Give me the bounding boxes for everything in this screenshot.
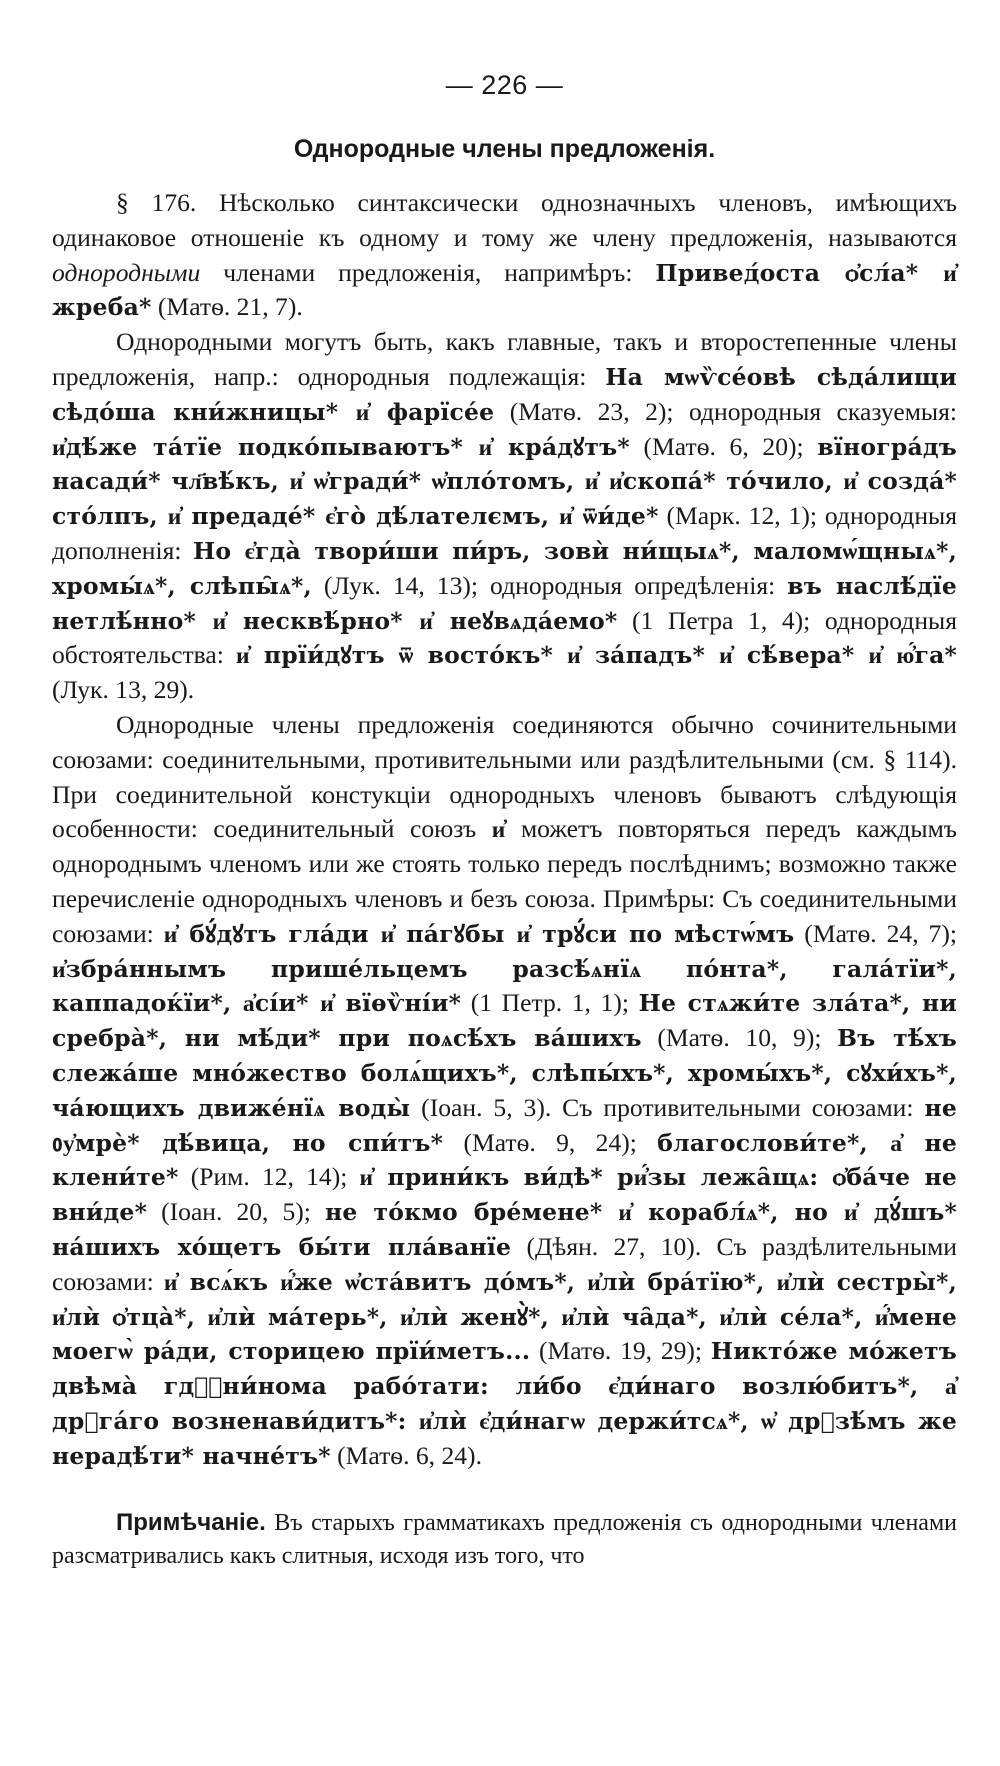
text-run: можетъ повторяться передъ каждымъ однороднымъ членомъ или же стоять только передъ послѣднимъ; возможно также перечисленіе однородныхъ членовъ и безъ союза. Примѣры: Съ соединительными союзами: bbox=[52, 814, 958, 948]
page bbox=[52, 70, 957, 1597]
church-slavonic-quote: не то́кмо бре́мене* и҆ корабл́ѧ*, но и҆ дꙋ́шъ* на́шихъ хо́щетъ бы́ти пла́ванїе bbox=[52, 1198, 957, 1261]
text-run: Однородными могутъ быть, какъ главные, такъ и второстепенные члены предложенія, напр.: однородныя подлежащія: bbox=[52, 327, 957, 391]
church-slavonic-quote: и҆ бꙋ́дꙋтъ гла́ди и҆ па́гꙋбы и҆ трꙋ́си по мѣстѡ́мъ bbox=[163, 919, 795, 948]
text-run: (Дѣян. 27, 10). Съ раздѣлительными союзами: bbox=[52, 1231, 957, 1296]
church-slavonic-quote: и҆ прїи́дꙋтъ ѿ восто́къ* и҆ за́падъ* и҆ сѣ́вера* и҆ ю҆́га* bbox=[235, 641, 958, 670]
text-run: (Рим. 12, 14); bbox=[178, 1162, 360, 1192]
church-slavonic-quote: и҆ bbox=[491, 815, 506, 844]
church-slavonic-quote: Привед́оста ѻ҆сл́а* и҆ жреб́а* bbox=[52, 258, 957, 322]
paragraph-3 bbox=[52, 708, 957, 1474]
text-run: (Іоан. 20, 5); bbox=[147, 1197, 325, 1227]
text-run: (Лук. 14, 13); однородныя опредѣленія: bbox=[311, 570, 788, 600]
church-slavonic-quote: Не стѧжи́те зла́та*, ни сребра̀*, ни мѣ́ди* при поѧсѣ́хъ ва́шихъ bbox=[52, 989, 957, 1053]
church-slavonic-quote: и҆дѣ́же та́тїе подко́пываютъ* и҆ кра́дꙋтъ* bbox=[52, 432, 630, 461]
text-run: (1 Петр. 1, 1); bbox=[461, 988, 639, 1018]
church-slavonic-quote: въ наслѣ́дїе нетлѣ́нно* и҆ несквѣ́рно* и҆ неꙋвѧда́емо* bbox=[52, 571, 957, 635]
text-run: членами предложенія, напримѣръ: bbox=[200, 257, 656, 287]
text-run: (Матѳ. 19, 29); bbox=[530, 1336, 711, 1366]
church-slavonic-quote: и҆ прини́къ ви́дѣ* ри҆́зы лежа̑щѧ: ѻ҆ба́че не вни́де* bbox=[52, 1163, 957, 1227]
text-run: (Матѳ. 23, 2); однородныя сказуемыя: bbox=[494, 396, 957, 426]
text-run: (Іоан. 5, 3). Съ противительными союзами: bbox=[410, 1092, 925, 1122]
text-run: (Матѳ. 24, 7); bbox=[794, 918, 957, 948]
note-paragraph bbox=[52, 1506, 957, 1573]
paragraph-2 bbox=[52, 325, 957, 708]
text-run: § 176. Нѣсколько синтаксически однозначныхъ членовъ, имѣющихъ одинаковое отношеніе къ одному и тому же члену предложенія, называются bbox=[52, 188, 957, 252]
church-slavonic-quote: Но є҆гда̀ твори́ши пи́ръ, зовѝ ни́щыѧ*, маломѡ́щныѧ*, хромы́ѧ*, слѣпы̑ѧ*, bbox=[52, 536, 957, 600]
text-run: Однородные члены предложенія соединяются обычно сочинительными союзами: соединительными, противительными или раздѣлительными (см. § 114). При соединительной констукціи однородныхъ членовъ бываютъ слѣдующія особенности: соединительный союзъ bbox=[52, 709, 957, 844]
note-label: Примѣчаніе. bbox=[116, 1509, 266, 1537]
church-slavonic-quote: вїногра́дъ насади́* чл҃вѣ́къ, и҆ ѡ҆гради́* ѡ҆пло́томъ, и҆ и҆скопа́* то́чило, и҆ созда́* сто́лпъ, и҆ предаде́* є҆го̀ дѣ́лателємъ, и҆ ѿи́де* bbox=[52, 432, 958, 531]
paragraph-1 bbox=[52, 186, 957, 325]
text-run: (Марк. 12, 1); однородныя дополненія: bbox=[52, 501, 957, 565]
church-slavonic-quote: благослови́те*, а҆ не клени́те* bbox=[52, 1128, 958, 1192]
note-text: Въ старыхъ грамматикахъ предложенія съ однородными членами разсматривались какъ слитныя, исходя изъ того, что bbox=[52, 1510, 957, 1570]
text-run: (Матѳ. 10, 9); bbox=[641, 1023, 838, 1053]
text-run: (Матѳ. 6, 24). bbox=[330, 1440, 482, 1470]
body-text bbox=[52, 186, 957, 1473]
section-title: Однородные члены предложенія. bbox=[293, 135, 716, 163]
page-number: — 226 — bbox=[445, 70, 564, 100]
text-run: (Матѳ. 21, 7). bbox=[151, 292, 303, 322]
church-slavonic-quote: и҆ всѧ́къ и҆́же ѡ҆ста́витъ до́мъ*, и҆лѝ бра́тїю*, и҆лѝ сестры̀*, и҆лѝ ѻ҆тца̀*, и҆лѝ ма́терь*, и҆лѝ женꙋ̀*, и҆лѝ ча̑да*, и҆лѝ се́ла*, и҆́мене моегѡ̀ ра́ди, сторицею прїи́метъ... bbox=[52, 1267, 957, 1366]
italic-term: однородными bbox=[52, 257, 201, 287]
text-run: (1 Петра 1, 4); однородныя обстоятельства: bbox=[52, 605, 957, 670]
church-slavonic-quote: Въ тѣ́хъ слежа́ше мно́жество болѧ́щихъ*, слѣпы́хъ*, хромы́хъ*, сꙋхи́хъ*, ча́ющихъ движе́нїѧ воды̀ bbox=[52, 1024, 958, 1122]
text-run: (Лук. 13, 29). bbox=[52, 675, 195, 705]
text-run: (Матѳ. 6, 20); bbox=[629, 431, 818, 461]
text-run: (Матѳ. 9, 24); bbox=[443, 1127, 658, 1157]
church-slavonic-quote: не ᲂу҆мрѐ* дѣ́вица, но спи́тъ* bbox=[52, 1093, 957, 1157]
church-slavonic-quote: На мѡѷсе́овѣ сѣда́лищи сѣдо́ша кни́жницы* и҆ фарїсе́е bbox=[52, 362, 957, 426]
church-slavonic-quote: Никто́же мо́жетъ двѣма̀ гдⷭ҇ни́нома рабо́тати: ли́бо є҆ди́наго возлю́битъ*, а҆ дрꙋга́го возненави́дитъ*: и҆лѝ є҆ди́нагѡ держи́тсѧ*, ѡ҆ дрꙋзѣ́мъ же нерадѣ́ти* начне́тъ* bbox=[52, 1337, 958, 1470]
church-slavonic-quote: и҆збра́ннымъ прише́льцемъ разсѣ́ѧнїѧ по́нта*, гала́тїи*, каппадоќїи*, а҆сі́и* и҆ вїѳѷні́и* bbox=[52, 954, 957, 1018]
